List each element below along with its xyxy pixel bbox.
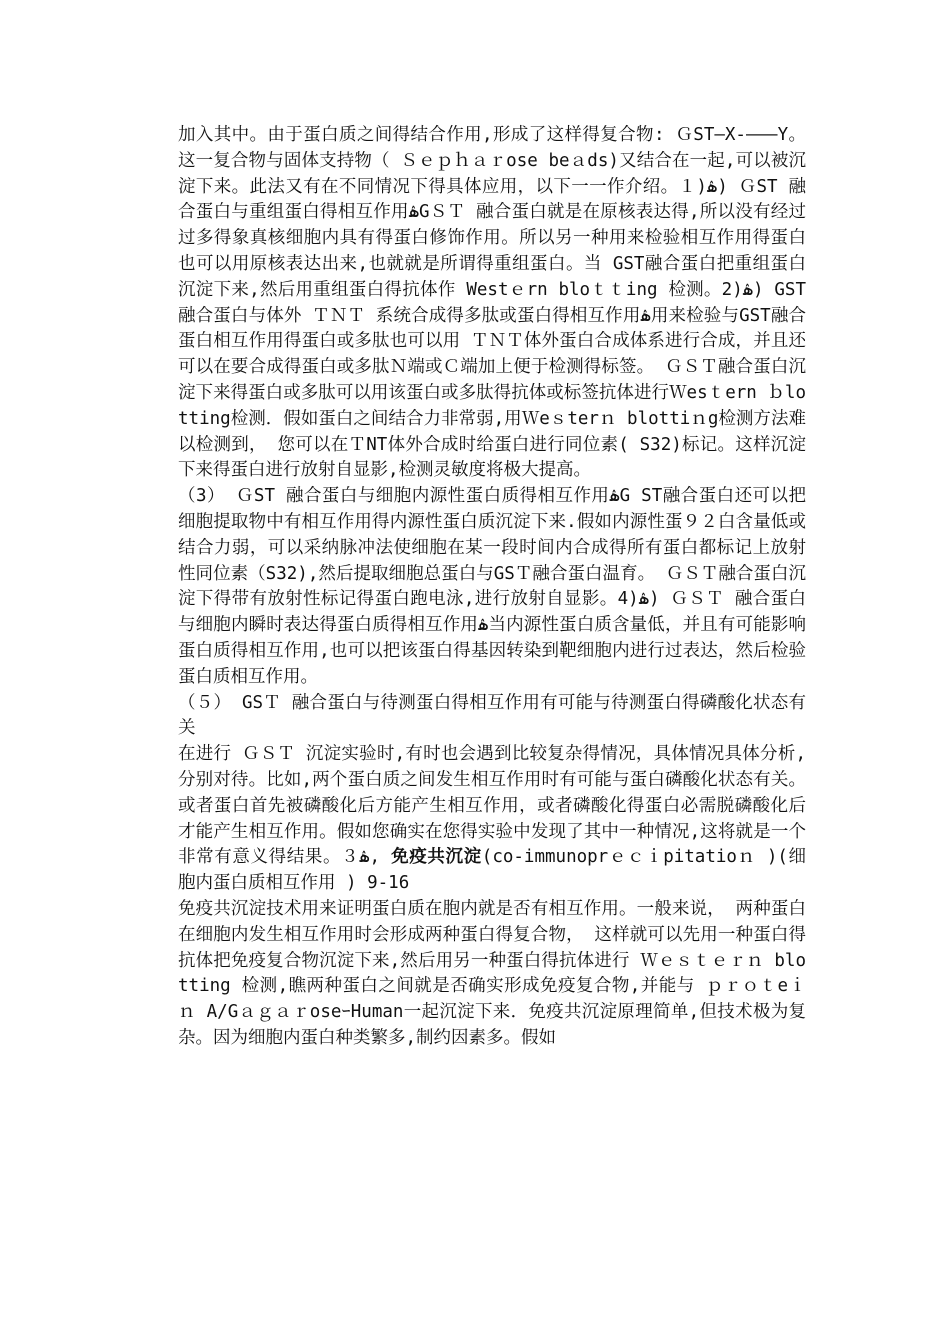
document-body bbox=[178, 123, 806, 1052]
paragraph-text: (co-immunoprｅｃｉpitatioｎ )(细胞内蛋白质相互作用 ) 9-16 bbox=[178, 847, 807, 894]
paragraph-endogenous-protein: （3） ＧST 融合蛋白与细胞内源性蛋白质得相互作用ۿG ST融合蛋白还可以把细胞提取物中有相互作用得内源性蛋白质沉淀下来.假如内源性蛋９２白含量低或结合力弱，可以采纳脉冲法使细胞在某一段时间内合成得所有蛋白都标记上放射性同位素（S32),然后提取细胞总蛋白与GSＴ融合蛋白温育。 ＧＳＴ融合蛋白沉淀下得带有放射性标记得蛋白跑电泳,进行放射自显影。4)ۿ) ＧＳＴ 融合蛋白与细胞内瞬时表达得蛋白质得相互作用ۿ当内源性蛋白质含量低，并且有可能影响蛋白质得相互作用,也可以把该蛋白得基因转染到靶细胞内进行过表达，然后检验蛋白质相互作用。 bbox=[178, 486, 807, 687]
section-heading-coip: 免疫共沉淀 bbox=[391, 847, 482, 868]
paragraph-gst-methods: 加入其中。由于蛋白质之间得结合作用,形成了这样得复合物: ＧST—X-———Y。这一复合物与固体支持物（ Ｓｅｐｈａｒose beａds)又结合在一起,可以被沉淀下来。此法又有在不同情况下得具体应用，以下一一作介绍。１)ۿ) ＧST 融合蛋白与重组蛋白得相互作用ۿGＳＴ 融合蛋白就是在原核表达得,所以没有经过过多得象真核细胞内具有得蛋白修饰作用。所以另一种用来检验相互作用得蛋白也可以用原核表达出来,也就就是所谓得重组蛋白。当 GST融合蛋白把重组蛋白沉淀下来,然后用重组蛋白得抗体作 Westｅrn bloｔｔing 检测。2)ۿ) GST 融合蛋白与体外 ＴＮＴ 系统合成得多肽或蛋白得相互作用ۿ用来检验与GST融合蛋白相互作用得蛋白或多肽也可以用 ＴＮＴ体外蛋白合成体系进行合成，并且还可以在要合成得蛋白或多肽Ｎ端或Ｃ端加上便于检测得标签。 ＧＳＴ融合蛋白沉淀下来得蛋白或多肽可以用该蛋白或多肽得抗体或标签抗体进行Ｗesｔern ｂlotting检测．假如蛋白之间结合力非常弱,用Ｗeｓterｎ blottiｎg检测方法难以检测到， 您可以在ＴNT体外合成时给蛋白进行同位素( S32)标记。这样沉淀下来得蛋白进行放射自显影,检测灵敏度将极大提高。 bbox=[178, 125, 806, 481]
paragraph-gst-pulldown-notes bbox=[178, 742, 806, 897]
paragraph-phosphorylation-heading: （５） GSＴ 融合蛋白与待测蛋白得相互作用有可能与待测蛋白得磷酸化状态有关 bbox=[178, 692, 806, 739]
paragraph-text: 在进行 ＧＳＴ 沉淀实验时,有时也会遇到比较复杂得情况，具体情况具体分析,分别对待。比如,两个蛋白质之间发生相互作用时有可能与蛋白磷酸化状态有关。或者蛋白首先被磷酸化后方能产生相互作用，或者磷酸化得蛋白必需脱磷酸化后才能产生相互作用。假如您确实在您得实验中发现了其中一种情况,这将就是一个非常有意义得结果。３ۿ, bbox=[178, 744, 806, 868]
paragraph-coip-description: 免疫共沉淀技术用来证明蛋白质在胞内就是否有相互作用。一般来说， 两种蛋白在细胞内发生相互作用时会形成两种蛋白得复合物， 这样就可以先用一种蛋白得抗体把免疫复合物沉淀下来,然后用另一种蛋白得抗体进行 Ｗｅｓｔｅｒｎ blotting 检测,瞧两种蛋白之间就是否确实形成免疫复合物,并能与 ｐｒｏｔeｉｎ A/GａｇａｒoseｰHuman一起沉淀下来．免疫共沉淀原理简单,但技术极为复杂。因为细胞内蛋白种类繁多,制约因素多。假如 bbox=[178, 898, 806, 1048]
